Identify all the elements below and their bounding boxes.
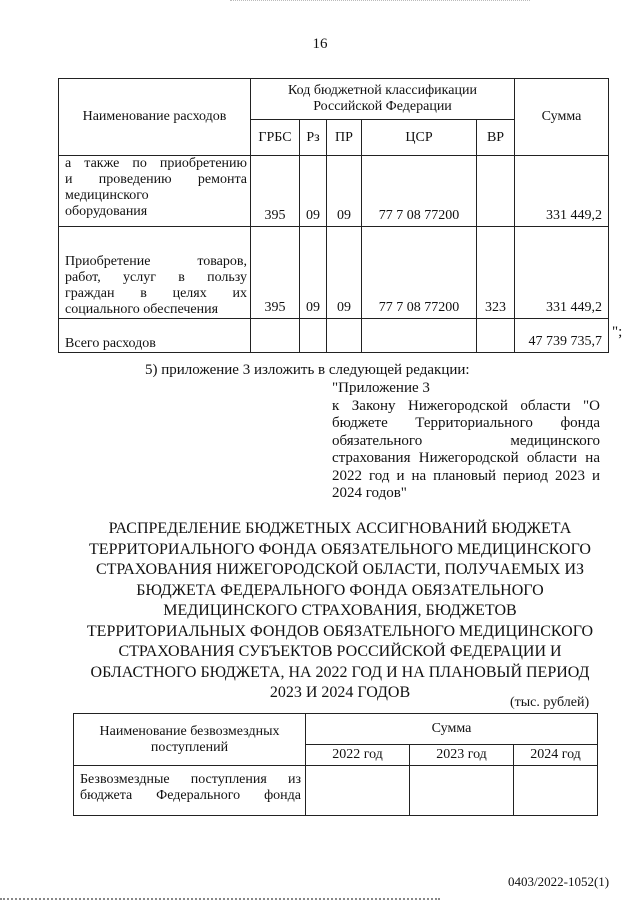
cell-grbs: 395 <box>251 227 300 319</box>
appendix-line: страхования Нижегородской области на <box>332 450 600 466</box>
heading-line: ТЕРРИТОРИАЛЬНОГО ФОНДА ОБЯЗАТЕЛЬНОГО МЕДИЦИНСКОГО <box>89 540 591 558</box>
header-pr: ПР <box>327 120 362 156</box>
page-number: 16 <box>312 36 328 52</box>
units-label: (тыс. рублей) <box>510 695 590 710</box>
appendix-line: 2024 годов" <box>332 485 407 501</box>
row-name-line: Безвозмездные поступления из <box>80 772 301 787</box>
appendix-line: к Закону Нижегородской области "О <box>332 397 600 414</box>
header-year: 2022 год <box>306 745 410 766</box>
row-name <box>59 156 251 227</box>
appendix-line: бюджете Территориального фонда <box>332 415 600 431</box>
cell-csr <box>362 319 477 353</box>
cell-sum: 331 449,2 <box>515 227 609 319</box>
row-name-line: оборудования <box>65 204 148 219</box>
header-row <box>74 714 598 745</box>
header-receipts-name: Наименование безвозмездных поступлений <box>74 714 306 766</box>
table-row <box>59 156 609 227</box>
row-name-line: социального обеспечения <box>65 302 219 317</box>
cell-rz: 09 <box>300 227 327 319</box>
cell-grbs: 395 <box>251 156 300 227</box>
appendix-reference <box>332 380 600 503</box>
heading-line: ТЕРРИТОРИАЛЬНЫХ ФОНДОВ ОБЯЗАТЕЛЬНОГО МЕДИЦИНСКОГО <box>86 622 594 640</box>
appendix-line: обязательного медицинского <box>332 432 600 449</box>
section-heading <box>70 519 610 704</box>
header-name: Наименование расходов <box>59 79 251 156</box>
appendix-line: 2022 год и на плановый период 2023 и <box>332 467 600 484</box>
cell-csr: 77 7 08 77200 <box>362 227 477 319</box>
heading-line: БЮДЖЕТА ФЕДЕРАЛЬНОГО ФОНДА ОБЯЗАТЕЛЬНОГО <box>136 581 544 599</box>
cell-sum-total: 47 739 735,7 <box>515 319 609 353</box>
closing-quote: "; <box>612 324 623 340</box>
header-kbk: Код бюджетной классификации Российской Федерации <box>251 79 515 120</box>
row-name <box>74 766 306 816</box>
row-name: Всего расходов <box>59 319 251 353</box>
heading-line: РАСПРЕДЕЛЕНИЕ БЮДЖЕТНЫХ АССИГНОВАНИЙ БЮДЖЕТА <box>108 520 572 537</box>
cell-2023 <box>410 766 514 816</box>
appendix-line: "Приложение 3 <box>332 380 430 396</box>
heading-line: МЕДИЦИНСКОГО СТРАХОВАНИЯ, БЮДЖЕТОВ <box>163 602 517 619</box>
header-sum: Сумма <box>306 714 598 745</box>
row-name-line: Приобретение товаров, <box>65 254 247 269</box>
cell-pr: 09 <box>327 156 362 227</box>
header-row <box>59 79 609 120</box>
cell-vr: 323 <box>477 227 515 319</box>
cell-sum: 331 449,2 <box>515 156 609 227</box>
row-name-line: а также по приобретению <box>65 156 247 171</box>
table-row <box>59 227 609 319</box>
row-name <box>59 227 251 319</box>
header-year: 2023 год <box>410 745 514 766</box>
row-name-line: работ, услуг в пользу <box>65 270 247 285</box>
cell-csr: 77 7 08 77200 <box>362 156 477 227</box>
cell-rz: 09 <box>300 156 327 227</box>
heading-line: 2023 И 2024 ГОДОВ <box>269 684 411 701</box>
receipts-table <box>73 713 598 816</box>
cell-pr <box>327 319 362 353</box>
row-name-line: медицинского <box>65 188 149 203</box>
header-grbs: ГРБС <box>251 120 300 156</box>
item-5-text: 5) приложение 3 изложить в следующей редакции: <box>145 362 470 378</box>
cell-2024 <box>514 766 598 816</box>
header-year: 2024 год <box>514 745 598 766</box>
row-name-line: и проведению ремонта <box>65 172 247 187</box>
table-row <box>74 766 598 816</box>
cell-pr: 09 <box>327 227 362 319</box>
cell-vr <box>477 319 515 353</box>
scan-artifact-top <box>230 0 530 2</box>
header-csr: ЦСР <box>362 120 477 156</box>
heading-line: СТРАХОВАНИЯ НИЖЕГОРОДСКОЙ ОБЛАСТИ, ПОЛУЧАЕМЫХ ИЗ <box>95 561 585 578</box>
header-rz: Рз <box>300 120 327 156</box>
header-vr: ВР <box>477 120 515 156</box>
table-row-total <box>59 319 609 353</box>
row-name-line: граждан в целях их <box>65 286 247 301</box>
heading-line: ОБЛАСТНОГО БЮДЖЕТА, НА 2022 ГОД И НА ПЛАНОВЫЙ ПЕРИОД <box>90 663 590 681</box>
document-number: 0403/2022-1052(1) <box>508 874 610 889</box>
cell-grbs <box>251 319 300 353</box>
scan-artifact-bottom <box>0 898 440 904</box>
cell-rz <box>300 319 327 353</box>
expenses-table <box>58 78 609 353</box>
row-name-line: бюджета Федерального фонда <box>80 788 301 803</box>
cell-vr <box>477 156 515 227</box>
cell-2022 <box>306 766 410 816</box>
header-sum: Сумма <box>515 79 609 156</box>
heading-line: СТРАХОВАНИЯ СУБЪЕКТОВ РОССИЙСКОЙ ФЕДЕРАЦИИ И <box>118 643 562 660</box>
